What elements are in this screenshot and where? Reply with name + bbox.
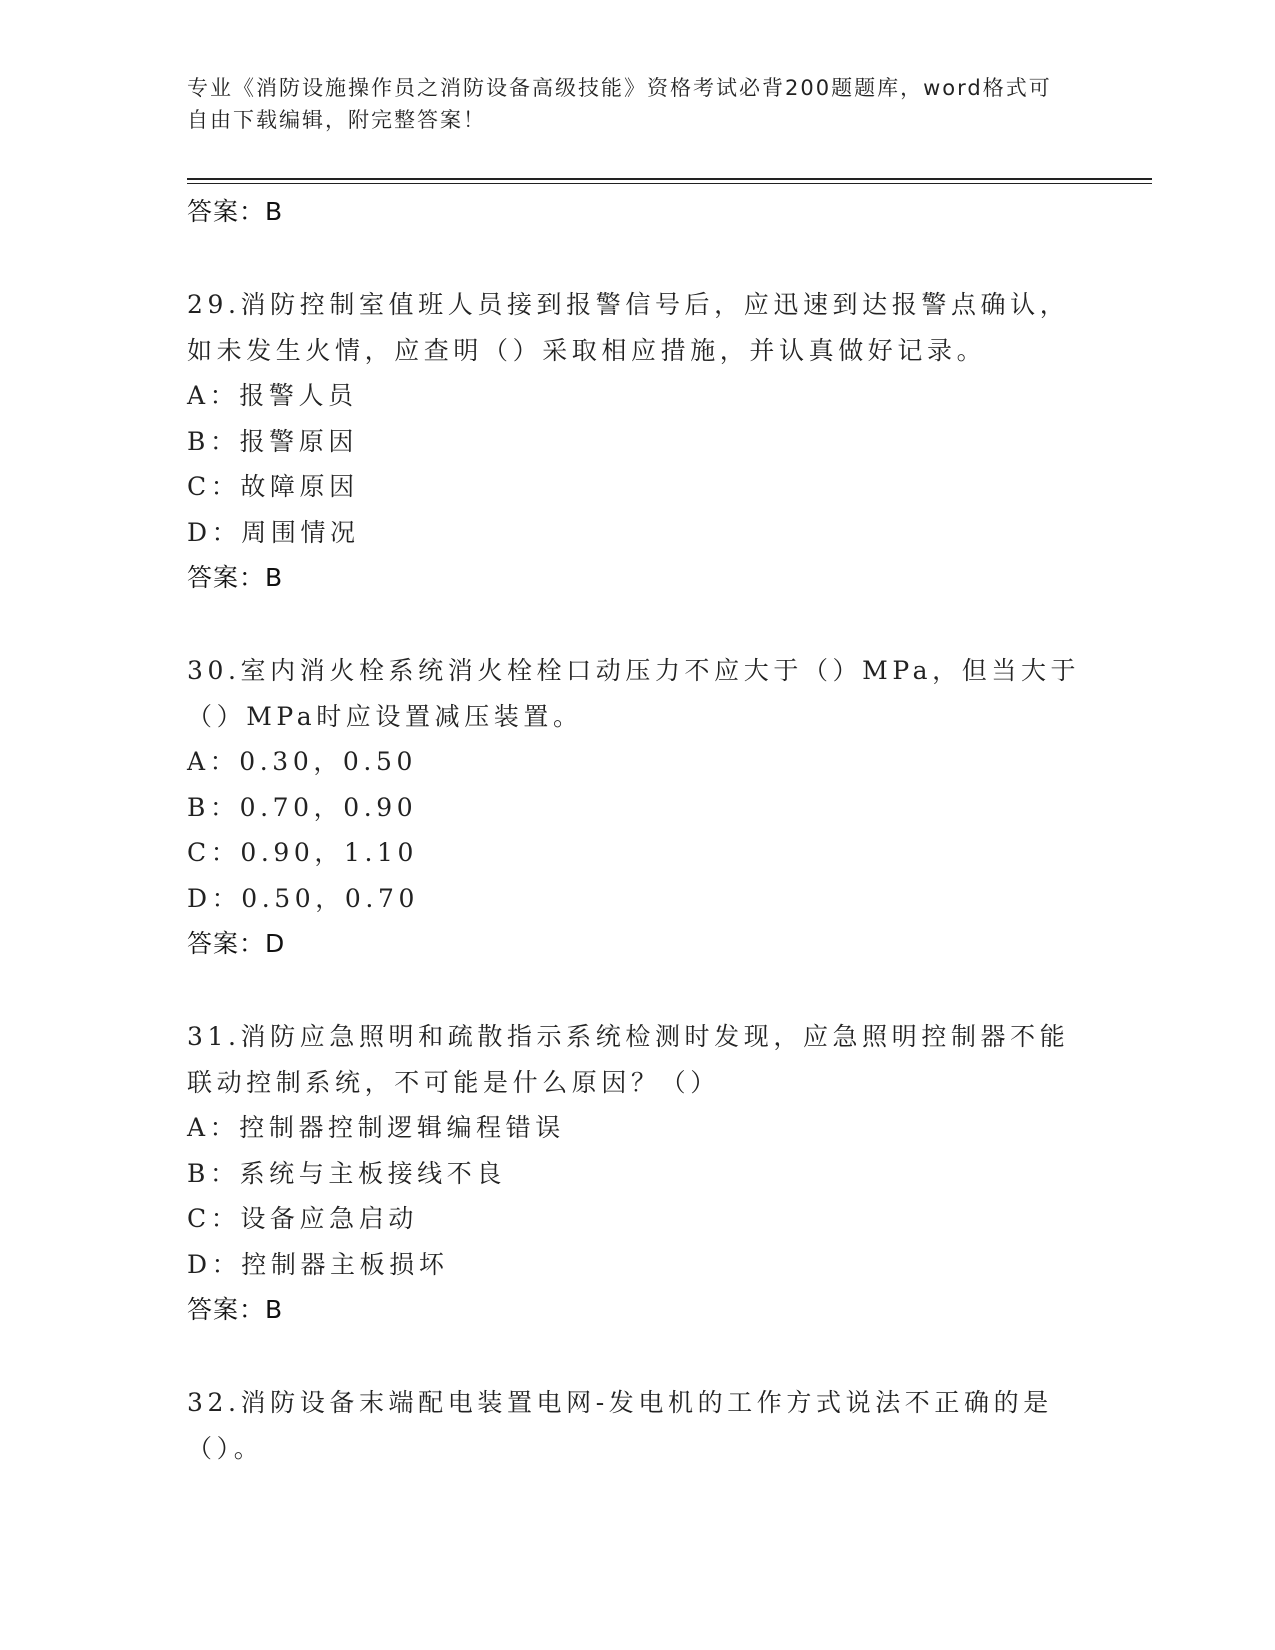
option-b: B：系统与主板接线不良	[187, 1158, 506, 1188]
option-d: D：周围情况	[187, 517, 360, 547]
answer: 答案：B	[187, 1295, 284, 1324]
option-d: D：控制器主板损坏	[187, 1249, 449, 1279]
question-29	[187, 282, 1087, 600]
option-b: B：报警原因	[187, 426, 358, 456]
header-divider-thin	[187, 183, 1152, 184]
option-a: A：报警人员	[187, 381, 358, 410]
question-31	[187, 1014, 1087, 1332]
question-32	[187, 1380, 1087, 1471]
question-stem: 29.消防控制室值班人员接到报警信号后，应迅速到达报警点确认，如未发生火情，应查明（）采取相应措施，并认真做好记录。	[187, 290, 1070, 365]
question-stem: 32.消防设备末端配电装置电网-发电机的工作方式说法不正确的是（）。	[187, 1388, 1053, 1463]
option-c: C：设备应急启动	[187, 1204, 418, 1233]
answer: 答案：D	[187, 929, 286, 958]
answer-28: 答案：B	[187, 197, 284, 226]
document-header: 专业《消防设施操作员之消防设备高级技能》资格考试必背200题题库，word格式可自由下载编辑，附完整答案！	[187, 76, 1052, 132]
option-c: C：0.90，1.10	[187, 838, 419, 867]
option-b: B：0.70，0.90	[187, 792, 418, 822]
header-divider	[187, 178, 1152, 180]
question-stem: 30.室内消火栓系统消火栓栓口动压力不应大于（）MPa，但当大于（）MPa时应设置减压装置。	[187, 656, 1081, 731]
answer: 答案：B	[187, 563, 284, 592]
option-d: D：0.50，0.70	[187, 883, 419, 913]
question-stem: 31.消防应急照明和疏散指示系统检测时发现，应急照明控制器不能联动控制系统，不可能是什么原因？（）	[187, 1022, 1070, 1097]
option-c: C：故障原因	[187, 472, 359, 501]
question-30	[187, 648, 1087, 966]
option-a: A：0.30，0.50	[187, 747, 417, 776]
question-list	[187, 189, 1087, 1471]
option-a: A：控制器控制逻辑编程错误	[187, 1113, 565, 1142]
